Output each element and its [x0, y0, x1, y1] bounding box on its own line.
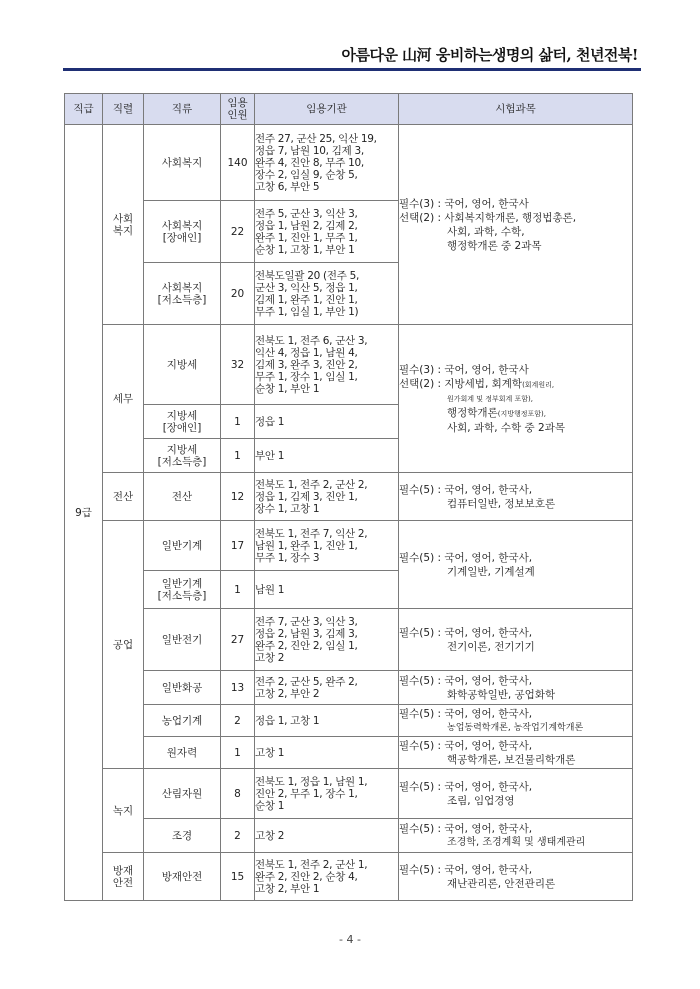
subjects-cell-nuclear [399, 737, 633, 769]
subject-required-cont: 전기이론, 전기기기 [447, 640, 535, 653]
agency-cell: 전북도 1, 정읍 1, 남원 1, 진안 2, 무주 1, 장수 1, 순창 1 [255, 769, 399, 819]
agency-cell: 전북도 1, 전주 7, 익산 2, 남원 1, 완주 1, 진안 1, 무주 1, 장수 3 [255, 521, 399, 571]
table-row [65, 125, 633, 201]
agency-cell: 정읍 1 [255, 405, 399, 439]
grade-cell: 9급 [65, 125, 103, 901]
subject-elective-cont: 행정학개론 중 2과목 [447, 239, 542, 252]
col-header-count: 임용 인원 [221, 94, 255, 125]
count-cell: 1 [221, 439, 255, 473]
series-cell-computing: 전산 [103, 473, 144, 521]
subjects-cell-chemical [399, 671, 633, 705]
agency-cell: 전주 27, 군산 25, 익산 19, 정읍 7, 남원 10, 김제 3, 완주 4, 진안 8, 무주 10, 장수 2, 임실 9, 순창 5, 고창 6, 부안 5 [255, 125, 399, 201]
page-number: - 4 - [339, 933, 361, 946]
count-cell: 27 [221, 609, 255, 671]
agency-cell: 부안 1 [255, 439, 399, 473]
count-cell: 13 [221, 671, 255, 705]
agency-cell: 고창 2 [255, 819, 399, 853]
table-row [65, 671, 633, 705]
agency-cell: 전북도 1, 전주 2, 군산 1, 완주 2, 진안 2, 순창 4, 고창 2, 부안 1 [255, 853, 399, 901]
agency-cell: 전북도일괄 20 (전주 5, 군산 3, 익산 5, 정읍 1, 김제 1, 완주 1, 진안 1, 무주 1, 임실 1, 부안 1) [255, 263, 399, 325]
subject-required-cont: 조림, 임업경영 [447, 794, 515, 807]
class-cell: 산림자원 [144, 769, 221, 819]
subject-required: 필수(5) : 국어, 영어, 한국사, [399, 626, 533, 639]
count-cell: 2 [221, 705, 255, 737]
col-header-class: 직류 [144, 94, 221, 125]
count-cell: 20 [221, 263, 255, 325]
table-header-row [65, 94, 633, 125]
agency-cell: 고창 1 [255, 737, 399, 769]
recruitment-table [64, 93, 633, 901]
agency-cell: 전북도 1, 전주 6, 군산 3, 익산 4, 정읍 1, 남원 4, 김제 3, 완주 3, 진안 2, 무주 1, 장수 1, 임실 1, 순창 1, 부안 1 [255, 325, 399, 405]
count-cell: 2 [221, 819, 255, 853]
subjects-cell-agri-machinery [399, 705, 633, 737]
class-cell: 일반기계 [저소득층] [144, 571, 221, 609]
class-cell: 농업기계 [144, 705, 221, 737]
table-row [65, 769, 633, 819]
count-cell: 12 [221, 473, 255, 521]
class-cell: 일반전기 [144, 609, 221, 671]
class-cell: 전산 [144, 473, 221, 521]
agency-cell: 남원 1 [255, 571, 399, 609]
class-cell: 원자력 [144, 737, 221, 769]
class-cell: 사회복지 [장애인] [144, 201, 221, 263]
subject-required: 필수(5) : 국어, 영어, 한국사, [399, 863, 533, 876]
subject-elective [399, 377, 632, 392]
count-cell: 22 [221, 201, 255, 263]
subject-required: 필수(5) : 국어, 영어, 한국사, [399, 483, 533, 496]
subject-required: 필수(3) : 국어, 영어, 한국사 [399, 197, 529, 210]
subjects-cell-landscape [399, 819, 633, 853]
subject-required: 필수(3) : 국어, 영어, 한국사 [399, 363, 529, 376]
class-cell: 일반화공 [144, 671, 221, 705]
subject-required-cont: 화학공학일반, 공업화학 [447, 688, 556, 701]
agency-cell: 전북도 1, 전주 2, 군산 2, 정읍 1, 김제 3, 진안 1, 장수 1, 고창 1 [255, 473, 399, 521]
class-cell: 사회복지 [저소득층] [144, 263, 221, 325]
subject-required: 필수(5) : 국어, 영어, 한국사, [399, 739, 533, 752]
subject-required-cont: 핵공학개론, 보건물리학개론 [447, 753, 576, 766]
col-header-agency: 임용기관 [255, 94, 399, 125]
table-row [65, 853, 633, 901]
subject-required: 필수(5) : 국어, 영어, 한국사, [399, 822, 533, 835]
series-cell-disaster: 방재 안전 [103, 853, 144, 901]
subjects-cell-tax [399, 325, 633, 473]
subject-required-cont: 컴퓨터일반, 정보보호론 [447, 497, 556, 510]
series-cell-green: 녹지 [103, 769, 144, 853]
count-cell: 1 [221, 737, 255, 769]
subject-required-cont: 기계일반, 기계설계 [447, 565, 535, 578]
subjects-cell-forest [399, 769, 633, 819]
table-row [65, 325, 633, 405]
count-cell: 1 [221, 405, 255, 439]
class-cell: 지방세 [저소득층] [144, 439, 221, 473]
series-cell-welfare: 사회 복지 [103, 125, 144, 325]
subject-elective-text: 선택(2) : 지방세법, 회계학 [399, 377, 523, 390]
subject-elective-cont [399, 406, 632, 421]
agency-cell: 전주 7, 군산 3, 익산 3, 정읍 2, 남원 3, 김제 3, 완주 2, 진안 2, 임실 1, 고창 2 [255, 609, 399, 671]
subject-note: (지방행정포함), [497, 409, 546, 418]
subject-required: 필수(5) : 국어, 영어, 한국사, [399, 674, 533, 687]
subject-elective-cont: 사회, 과학, 수학, [447, 225, 525, 238]
series-cell-industry: 공업 [103, 521, 144, 769]
class-cell: 조경 [144, 819, 221, 853]
subjects-cell-disaster [399, 853, 633, 901]
subject-required-cont: 조경학, 조경계획 및 생태계관리 [447, 836, 586, 848]
count-cell: 8 [221, 769, 255, 819]
class-cell: 지방세 [장애인] [144, 405, 221, 439]
subject-required: 필수(5) : 국어, 영어, 한국사, [399, 551, 533, 564]
count-cell: 17 [221, 521, 255, 571]
subject-elective-cont: 사회, 과학, 수학 중 2과목 [447, 421, 565, 434]
subject-required-cont: 재난관리론, 안전관리론 [447, 877, 556, 890]
subject-required: 필수(5) : 국어, 영어, 한국사, [399, 780, 533, 793]
col-header-grade: 직급 [65, 94, 103, 125]
table-row [65, 705, 633, 737]
subject-note: 원가회계 및 정부회계 포함), [447, 394, 534, 403]
subjects-cell-electric [399, 609, 633, 671]
subjects-cell-welfare [399, 125, 633, 325]
page-header-title: 아름다운 山河 웅비하는생명의 삶터, 천년전북! [341, 46, 638, 64]
agency-cell: 전주 2, 군산 5, 완주 2, 고창 2, 부안 2 [255, 671, 399, 705]
count-cell: 15 [221, 853, 255, 901]
subject-note: (회계원리, [522, 380, 555, 389]
table-row [65, 609, 633, 671]
class-cell: 사회복지 [144, 125, 221, 201]
subject-required: 필수(5) : 국어, 영어, 한국사, [399, 707, 533, 720]
subject-required-cont: 농업동력학개론, 농작업기계학개론 [447, 722, 584, 733]
agency-cell: 전주 5, 군산 3, 익산 3, 정읍 1, 남원 2, 김제 2, 완주 1, 진안 1, 무주 1, 순창 1, 고창 1, 부안 1 [255, 201, 399, 263]
subjects-cell-machinery [399, 521, 633, 609]
subject-elective-text: 행정학개론 [447, 406, 498, 419]
class-cell: 지방세 [144, 325, 221, 405]
agency-cell: 정읍 1, 고창 1 [255, 705, 399, 737]
class-cell: 방재안전 [144, 853, 221, 901]
count-cell: 1 [221, 571, 255, 609]
col-header-subjects: 시험과목 [399, 94, 633, 125]
class-cell: 일반기계 [144, 521, 221, 571]
subjects-cell-computing [399, 473, 633, 521]
subject-elective: 선택(2) : 사회복지학개론, 행정법총론, [399, 211, 577, 224]
table-row [65, 521, 633, 571]
table-row [65, 473, 633, 521]
count-cell: 32 [221, 325, 255, 405]
table-row [65, 737, 633, 769]
col-header-series: 직렬 [103, 94, 144, 125]
header-rule [63, 68, 641, 71]
series-cell-tax: 세무 [103, 325, 144, 473]
count-cell: 140 [221, 125, 255, 201]
table-row [65, 819, 633, 853]
